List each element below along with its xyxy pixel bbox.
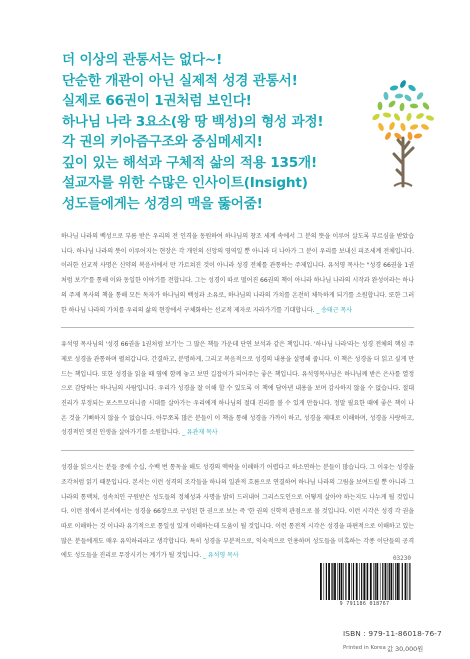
headline: 성도들에게는 성경의 맥을 뚫어줌! (62, 195, 263, 212)
headline-list (62, 50, 392, 214)
printed-label: Printed in Korea (343, 645, 386, 651)
review-body: 성경을 읽으시는 분들 중에 수십, 수백 번 통독을 해도 성경의 맥락을 이해하기 어렵다고 하소연하는 분들이 많습니다. 그 이유는 성경을 조각처럼 읽기 때문입니다. 본서는 이런 성격의 조각들을 하나의 일관적 흐름으로 연결하여 하나님 나라의 그림을 보여드릴 뿐 아니라 그 나라의 통맥처, 성속치인 구원받은 성도들의 정체성과 사명을 밝히 드러내어 그리스도인으로 어떻게 살아야 하는지도 나누게 될 것입니다. 이런 점에서 본서에서는 성경을 66장으로 구성된 한 권으로 보는 즉 '한 권의 신학적 관점으로 볼 것입니다. 이런 시각은 성경 각 권을 따로 이해하는 것 이나라 유기적으로 통일성 있게 이해하는데 도움이 될 것입니다. 이런 통전적 시각은 성경을 파편적으로 이해하고 있는 많은 분들에게도 매우 유익하리라고 생각합니다. 특히 성경을 부분적으로, 익숙적으로 인용하며 성도들을 미혹하는 각종 이단들의 공격에도 성도들을 진리로 무장시키는 계기가 될 것입니다. (61, 464, 414, 560)
barcode-addon-digits: 03230 (392, 555, 411, 562)
review-signature: _ 송태근 목사 (316, 306, 352, 314)
review-text (61, 230, 414, 318)
review-body: 유석영 목사님의 '성경 66권을 1권처럼 보기'는 그 많은 책들 가운데 단연 보석과 같은 책입니다. '하나님 나라'라는 성경 전체의 핵심 주제로 성경을 관통하며 펼쳐갑니다. 간결하고, 분명하게, 그리고 복음적으로 성경의 내용을 설명해 줍니다. 이 책은 성경을 더 읽고 싶게 만드는 책입니다. 또한 성경을 읽을 때 옆에 함께 놓고 보면 길잡이가 되어주는 좋은 책입니다. 유석영목사님은 하나님께 받은 은사를 열정으로 감당하는 하나님의 사람입니다. 우리가 성경을 잘 이해 할 수 있도록 이 책에 담아낸 내용을 보며 감사하지 않을 수 없습니다. 절대 진리가 부정되는 포스트모더니즘 시대를 살아가는 우리에게 하나님의 절대 진리를 볼 수 있게 만듭니다. 정말 필요한 때에 좋은 책이 나온 것을 기뻐하지 않을 수 없습니다. 아무쪼록 많은 분들이 이 책을 통해 성경을 가까이 하고, 성경을 제대로 이해하며, 성경을 사랑하고, 성경적인 멋진 인생을 살아가기를 소원합니다. (61, 341, 414, 437)
review-section (61, 230, 414, 564)
review-text (61, 338, 414, 441)
divider (61, 327, 414, 328)
headline: 설교자를 위한 수많은 인사이트(Insight) (62, 175, 308, 191)
price-label: 값 30,000원 (387, 646, 424, 653)
tree-logo-icon (370, 76, 436, 188)
review-text (61, 461, 414, 564)
headline: 각 권의 키아즘구조와 중심메세지! (62, 134, 263, 150)
headline: 깊이 있는 해석과 구체적 삶의 적용 135개! (62, 154, 317, 171)
headline: 실제로 66권이 1권처럼 보인다! (62, 93, 252, 109)
divider (61, 450, 414, 451)
headline: 하나님 나라 3요소(왕 땅 백성)의 형성 과정! (62, 113, 324, 130)
barcode-icon (312, 563, 417, 600)
review-signature: _ 유관재 목사 (181, 429, 218, 437)
review-signature: _ 유석영 목사 (203, 552, 239, 560)
headline: 더 이상의 관통서는 없다~! (62, 52, 223, 68)
headline: 단순한 개관이 아닌 실제적 성경 관통서! (62, 72, 298, 89)
barcode-area (312, 555, 417, 623)
isbn-label: ISBN : 979-11-86018-76-7 (343, 629, 442, 638)
review-body: 하나님 나라의 백성으로 부름 받은 우리의 전 인격을 동원하여 하나님의 창조 세계 속에서 그 분의 뜻을 이루어 살도록 부르심을 받았습니다. 하나님 나라의 뜻이 이루어지는 현장은 각 개인의 신앙의 영역일 뿐 아니라 더 나아가 그 분이 우리를 보내신 피조세계 전체입니다. 이러한 선교적 사명은 신약의 복음서에서 만 가르쳐진 것이 아니라 성경 전체를 관통하는 주제입니다. 유석영 목사는 "성경 66권을 1권처럼 보기"를 통해 이와 동일한 이야기를 전합니다. 그는 성경이 따로 떨어진 66권의 책이 아니라 하나님 나라의 시작과 완성이라는 하나의 주제 목사의 책을 통해 모든 독자가 하나님의 백성과 소유로, 하나님의 나라의 가치를 온전히 체득하게 되기를 소원합니다. 또한 그러한 하나님 나라의 가치를 우리의 삶의 현장에서 구체화하는 선교적 제자로 자라가기를 기대합니다. (61, 233, 414, 314)
barcode-digits: 9 791186 018767 (339, 601, 390, 607)
